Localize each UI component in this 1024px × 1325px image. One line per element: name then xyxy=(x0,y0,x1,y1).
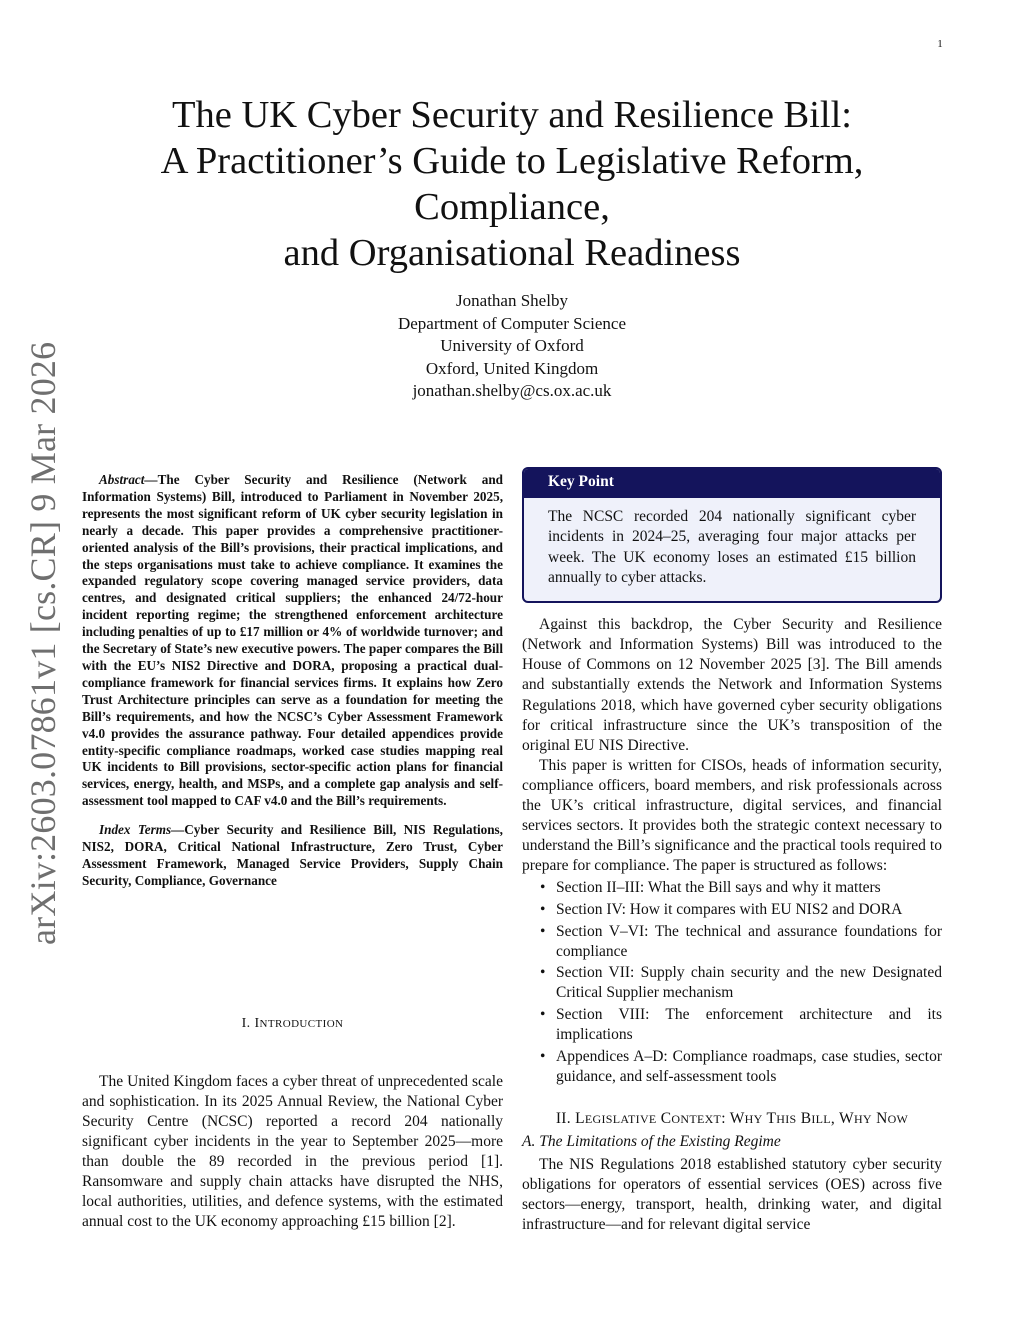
author-block xyxy=(262,290,762,403)
body-paragraph-audience: This paper is written for CISOs, heads of information security, compliance officers, board members, and risk professionals across the UK’s critical infrastructure, digital services, and financial services sectors. It provides both the strategic context necessary to understand the Bill’s significance and the practical tools required to prepare for compliance. The paper is structured as follows: xyxy=(522,756,942,875)
author-department: Department of Computer Science xyxy=(397,313,626,333)
structure-list xyxy=(522,878,942,1086)
list-item: • Section II–III: What the Bill says and why it matters xyxy=(556,878,942,898)
list-item: • Section VIII: The enforcement architecture and its implications xyxy=(556,1005,942,1045)
left-column xyxy=(82,472,503,890)
paper-title xyxy=(110,92,914,276)
key-point-heading: Key Point xyxy=(524,469,940,498)
list-item: • Appendices A–D: Compliance roadmaps, case studies, sector guidance, and self-assessment tools xyxy=(556,1047,942,1087)
introduction-paragraph: The United Kingdom faces a cyber threat of unprecedented scale and sophistication. In its 2025 Annual Review, the National Cyber Security Centre (NCSC) reported a record 204 nationally significant cyber incidents in the year to September 2025—more than double the 89 recorded in the previous period [1]. Ransomware and supply chain attacks have disrupted the NHS, local authorities, utilities, and defence systems, with the estimated annual cost to the UK economy approaching £15 billion [2]. xyxy=(82,1073,503,1230)
section-heading-introduction: I. INTRODUCTION xyxy=(241,1016,344,1031)
index-terms xyxy=(82,822,503,890)
abstract-label: Abstract— xyxy=(99,472,158,487)
page-number: 1 xyxy=(937,38,943,50)
body-paragraph-backdrop: Against this backdrop, the Cyber Security and Resilience (Network and Information Systems) Bill was introduced to the House of Commons on 12 November 2025 [3]. The Bill amends and substantially extends the Network and Information Systems Regulations 2018, which have governed cyber security obligations for critical infrastructure since the UK’s transposition of the original EU NIS Directive. xyxy=(522,616,942,754)
index-terms-label: Index Terms— xyxy=(99,822,185,838)
index-terms-text: Cyber Security and Resilience Bill, NIS Regulations, NIS2, DORA, Critical National Infrastructure, Zero Trust, Cyber Assessment Framework, Managed Service Providers, Supply Chain Security, Compliance, Governance xyxy=(82,822,503,888)
author-email[interactable]: jonathan.shelby@cs.ox.ac.uk xyxy=(412,381,612,400)
subsection-heading-limitations: A. The Limitations of the Existing Regime xyxy=(522,1132,781,1150)
list-item: • Section V–VI: The technical and assurance foundations for compliance xyxy=(556,922,942,962)
author-university: University of Oxford xyxy=(440,336,584,355)
title-line-2: A Practitioner’s Guide to Legislative Reform, xyxy=(160,140,864,182)
abstract xyxy=(82,472,503,810)
key-point-box xyxy=(522,467,942,603)
author-location: Oxford, United Kingdom xyxy=(425,358,599,378)
key-point-text: The NCSC recorded 204 nationally significant cyber incidents in 2024–25, averaging four major attacks per week. The UK economy loses an estimated £15 billion annually to cyber attacks. xyxy=(548,508,916,586)
abstract-text: The Cyber Security and Resilience (Network and Information Systems) Bill, introduced to Parliament in November 2025, represents the most significant reform of UK cyber security legislation in nearly a decade. This paper provides a comprehensive practitioner-oriented analysis of the Bill’s provisions, their practical implications, and the steps organisations must take to achieve compliance. It examines the expanded regulatory scope covering managed service providers, data centres, and designated critical suppliers; the enhanced 24/72-hour incident reporting regime; the strengthened enforcement architecture including penalties of up to £17 million or 4% of worldwide turnover; and the Secretary of State’s new executive powers. The paper compares the Bill with the EU’s NIS2 Directive and DORA, proposing a practical dual-compliance framework for financial services firms. It explains how Zero Trust Architecture principles can serve as a foundation for meeting the Bill’s requirements, and how the NCSC’s Cyber Assessment Framework v4.0 provides the assurance pathway. Four detailed appendices provide entity-specific compliance roadmaps, worked case studies mapping real UK incidents to Bill provisions, sector-specific action plans for financial services, energy, health, and MSPs, and a complete gap analysis and self-assessment tool mapped to CAF v4.0 and the Bill’s requirements. xyxy=(82,472,503,809)
title-line-1: The UK Cyber Security and Resilience Bill: xyxy=(171,94,852,136)
body-paragraph-nis-regulations: The NIS Regulations 2018 established statutory cyber security obligations for operators of essential services (OES) across five sectors—energy, transport, health, drinking water, and digital infrastructure—and for relevant digital service xyxy=(522,1155,942,1234)
section-heading-legislative-context: II. LEGISLATIVE CONTEXT: WHY THIS BILL, WHY NOW xyxy=(555,1109,909,1127)
list-item: • Section IV: How it compares with EU NIS2 and DORA xyxy=(556,900,942,920)
right-column xyxy=(522,467,942,1235)
author-name: Jonathan Shelby xyxy=(456,291,568,310)
arxiv-identifier[interactable]: arXiv:2603.07861v1 [cs.CR] 9 Mar 2026 xyxy=(23,341,63,945)
list-item: • Section VII: Supply chain security and the new Designated Critical Supplier mechanism xyxy=(556,963,942,1003)
title-line-3: Compliance, xyxy=(414,186,610,228)
title-line-4: and Organisational Readiness xyxy=(283,232,741,274)
